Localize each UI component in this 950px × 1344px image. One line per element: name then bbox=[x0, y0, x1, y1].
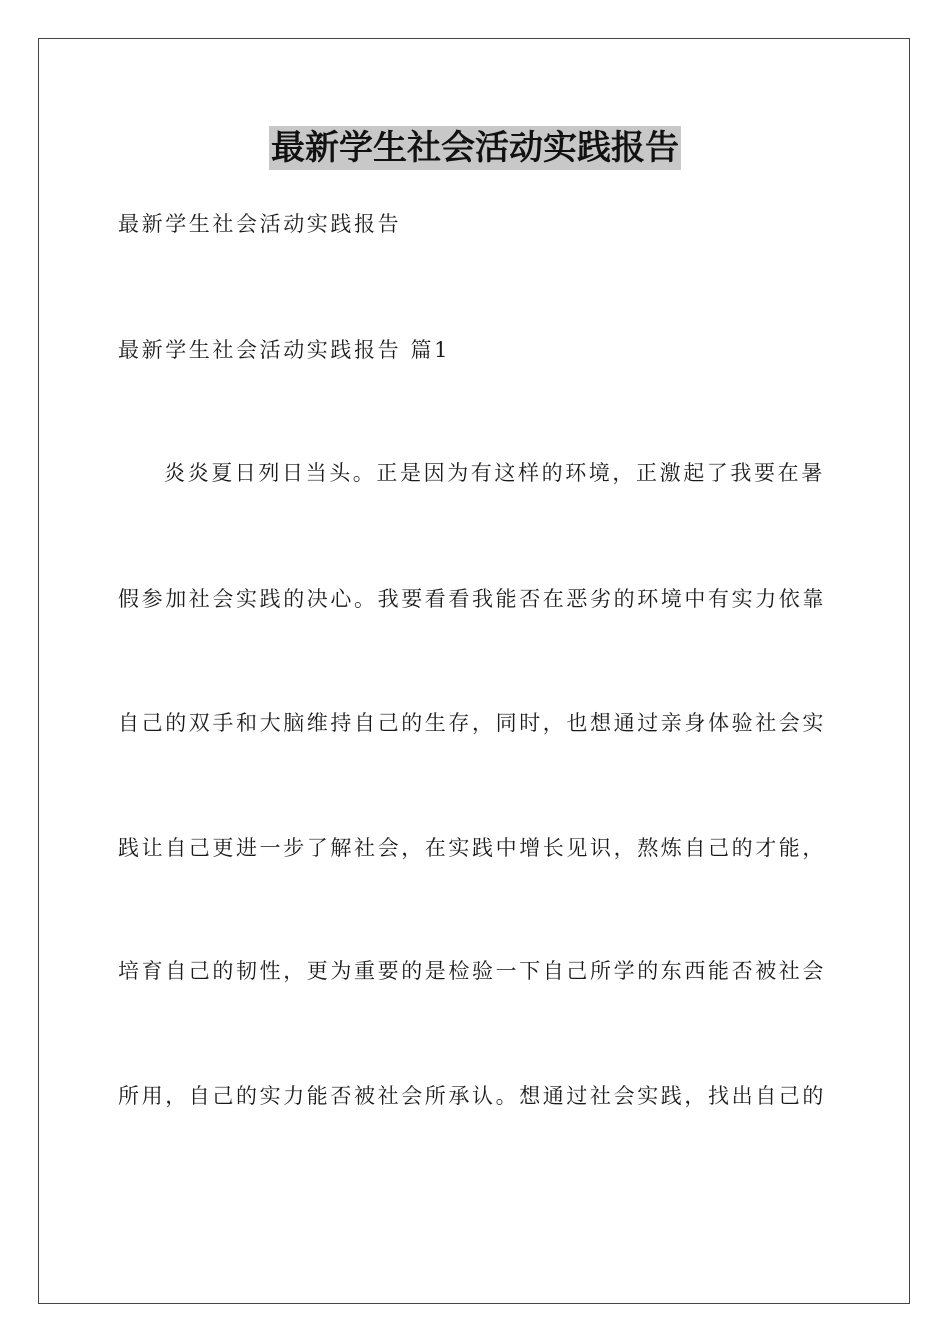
body-line: 假参加社会实践的决心。我要看看我能否在恶劣的环境中有实力依靠 bbox=[118, 587, 826, 611]
body-line: 培育自己的韧性，更为重要的是检验一下自己所学的东西能否被社会 bbox=[118, 959, 826, 983]
body-line: 炎炎夏日列日当头。正是因为有这样的环境，正激起了我要在暑 bbox=[164, 461, 825, 485]
body-line: 践让自己更进一步了解社会，在实践中增长见识，熬炼自己的才能， bbox=[118, 836, 826, 860]
body-line: 所用，自己的实力能否被社会所承认。想通过社会实践，找出自己的 bbox=[118, 1084, 826, 1108]
document-subtitle: 最新学生社会活动实践报告 bbox=[118, 212, 402, 236]
section-heading: 最新学生社会活动实践报告 篇1 bbox=[118, 338, 451, 362]
title-container bbox=[0, 126, 950, 170]
document-title: 最新学生社会活动实践报告 bbox=[271, 128, 679, 168]
body-line: 自己的双手和大脑维持自己的生存，同时，也想通过亲身体验社会实 bbox=[118, 711, 826, 735]
